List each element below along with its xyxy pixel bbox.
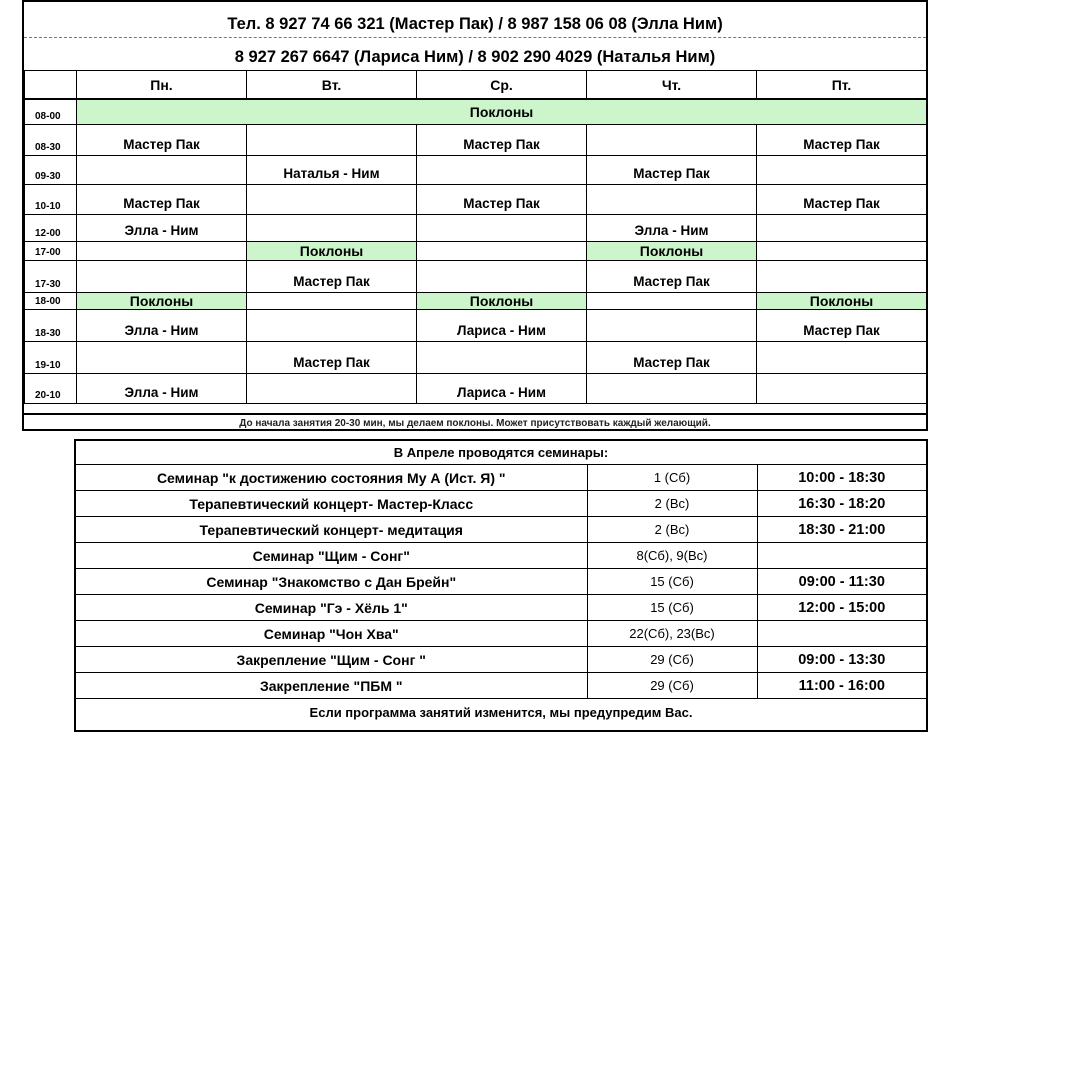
schedule-cell: Элла - Ним (77, 309, 247, 341)
seminar-date: 1 (Сб) (587, 465, 757, 491)
day-header: Пн. (77, 71, 247, 100)
schedule-cell (77, 241, 247, 260)
schedule-cell (587, 124, 757, 155)
seminar-row (76, 569, 926, 595)
seminar-date: 22(Сб), 23(Вс) (587, 621, 757, 647)
seminar-name: Семинар "Гэ - Хёль 1" (76, 595, 587, 621)
seminar-row (76, 647, 926, 673)
schedule-row (25, 124, 927, 155)
seminar-name: Закрепление "ПБМ " (76, 673, 587, 699)
seminars-footer-row (76, 699, 926, 727)
schedule-cell (587, 184, 757, 214)
seminar-date: 15 (Сб) (587, 569, 757, 595)
schedule-cell (587, 292, 757, 309)
schedule-cell: Поклоны (247, 241, 417, 260)
schedule-cell (247, 184, 417, 214)
seminar-name: Терапевтический концерт- Мастер-Класс (76, 491, 587, 517)
schedule-cell (247, 214, 417, 241)
schedule-cell (587, 309, 757, 341)
seminars-table (76, 441, 926, 726)
time-slot: 08-00 (25, 99, 77, 124)
schedule-cell: Мастер Пак (757, 309, 927, 341)
schedule-cell (757, 260, 927, 292)
schedule-cell: Мастер Пак (757, 124, 927, 155)
schedule-cell: Мастер Пак (77, 184, 247, 214)
seminar-row (76, 517, 926, 543)
day-header: Вт. (247, 71, 417, 100)
seminar-date: 15 (Сб) (587, 595, 757, 621)
seminar-name: Семинар "Знакомство с Дан Брейн" (76, 569, 587, 595)
schedule-cell: Элла - Ним (77, 214, 247, 241)
schedule-cell (417, 241, 587, 260)
schedule-row (25, 341, 927, 373)
schedule-cell (417, 214, 587, 241)
seminar-row (76, 621, 926, 647)
seminar-row (76, 543, 926, 569)
seminars-title: В Апреле проводятся семинары: (76, 441, 926, 465)
schedule-cell (77, 341, 247, 373)
seminar-name: Семинар "Щим - Сонг" (76, 543, 587, 569)
time-slot: 19-10 (25, 341, 77, 373)
seminar-hours (757, 621, 926, 647)
schedule-row (25, 241, 927, 260)
schedule-cell (587, 373, 757, 403)
schedule-cell (757, 241, 927, 260)
time-slot: 18-00 (25, 292, 77, 309)
schedule-cell: Мастер Пак (587, 155, 757, 184)
schedule-note: До начала занятия 20-30 мин, мы делаем поклоны. Может присутствовать каждый желающий. (24, 413, 926, 431)
schedule-row (25, 373, 927, 403)
schedule-cell (417, 260, 587, 292)
seminar-date: 29 (Сб) (587, 673, 757, 699)
seminars-footer: Если программа занятий изменится, мы предупредим Вас. (76, 699, 926, 727)
schedule-cell (247, 124, 417, 155)
schedule-cell (757, 214, 927, 241)
time-slot: 17-30 (25, 260, 77, 292)
day-header: Чт. (587, 71, 757, 100)
seminar-hours: 09:00 - 11:30 (757, 569, 926, 595)
seminar-hours: 16:30 - 18:20 (757, 491, 926, 517)
schedule-cell: Мастер Пак (247, 260, 417, 292)
schedule-cell: Мастер Пак (757, 184, 927, 214)
seminar-row (76, 491, 926, 517)
seminar-date: 29 (Сб) (587, 647, 757, 673)
seminar-hours: 18:30 - 21:00 (757, 517, 926, 543)
time-slot: 18-30 (25, 309, 77, 341)
seminar-date: 2 (Вс) (587, 491, 757, 517)
day-header: Ср. (417, 71, 587, 100)
contacts-line-1: Тел. 8 927 74 66 321 (Мастер Пак) / 8 987 158 06 08 (Элла Ним) (227, 14, 723, 33)
schedule-cell (757, 341, 927, 373)
bows-all-days: Поклоны (77, 99, 927, 124)
schedule-row (25, 309, 927, 341)
seminar-row (76, 595, 926, 621)
schedule-cell: Поклоны (77, 292, 247, 309)
schedule-row (25, 214, 927, 241)
schedule-cell (247, 292, 417, 309)
schedule-cell (417, 155, 587, 184)
schedule-row (25, 260, 927, 292)
schedule-cell (247, 309, 417, 341)
schedule-cell (77, 155, 247, 184)
schedule-cell: Поклоны (417, 292, 587, 309)
seminar-date: 8(Сб), 9(Вс) (587, 543, 757, 569)
seminar-row (76, 673, 926, 699)
schedule-row (25, 292, 927, 309)
schedule-cell: Элла - Ним (587, 214, 757, 241)
schedule-cell: Мастер Пак (417, 184, 587, 214)
time-slot: 09-30 (25, 155, 77, 184)
schedule-cell: Мастер Пак (247, 341, 417, 373)
seminar-hours: 11:00 - 16:00 (757, 673, 926, 699)
schedule-cell: Мастер Пак (587, 341, 757, 373)
schedule-table (24, 70, 927, 404)
schedule-cell (757, 155, 927, 184)
schedule-cell: Мастер Пак (417, 124, 587, 155)
contacts-line-2: 8 927 267 6647 (Лариса Ним) / 8 902 290 4029 (Наталья Ним) (234, 47, 716, 66)
schedule-row (25, 155, 927, 184)
schedule-row (25, 184, 927, 214)
schedule-cell: Поклоны (587, 241, 757, 260)
schedule-cell: Лариса - Ним (417, 309, 587, 341)
schedule-cell: Наталья - Ним (247, 155, 417, 184)
schedule-cell (247, 373, 417, 403)
time-slot: 12-00 (25, 214, 77, 241)
time-slot: 08-30 (25, 124, 77, 155)
divider (24, 37, 926, 38)
schedule-cell: Мастер Пак (77, 124, 247, 155)
schedule-cell: Элла - Ним (77, 373, 247, 403)
time-slot: 20-10 (25, 373, 77, 403)
schedule-cell: Мастер Пак (587, 260, 757, 292)
schedule-cell (757, 373, 927, 403)
time-header-cell (25, 71, 77, 100)
seminar-row (76, 465, 926, 491)
schedule-cell (417, 341, 587, 373)
seminar-name: Семинар "к достижению состояния Му А (Ист. Я) " (76, 465, 587, 491)
seminar-name: Закрепление "Щим - Сонг " (76, 647, 587, 673)
schedule-cell (77, 260, 247, 292)
seminar-hours (757, 543, 926, 569)
seminar-date: 2 (Вс) (587, 517, 757, 543)
schedule-block (22, 0, 928, 431)
schedule-cell: Лариса - Ним (417, 373, 587, 403)
time-slot: 10-10 (25, 184, 77, 214)
seminar-name: Терапевтический концерт- медитация (76, 517, 587, 543)
schedule-header-row (25, 71, 927, 100)
seminar-hours: 10:00 - 18:30 (757, 465, 926, 491)
seminar-name: Семинар "Чон Хва" (76, 621, 587, 647)
seminar-hours: 09:00 - 13:30 (757, 647, 926, 673)
schedule-row (25, 99, 927, 124)
day-header: Пт. (757, 71, 927, 100)
seminars-block (74, 439, 928, 732)
schedule-cell: Поклоны (757, 292, 927, 309)
seminar-hours: 12:00 - 15:00 (757, 595, 926, 621)
time-slot: 17-00 (25, 241, 77, 260)
